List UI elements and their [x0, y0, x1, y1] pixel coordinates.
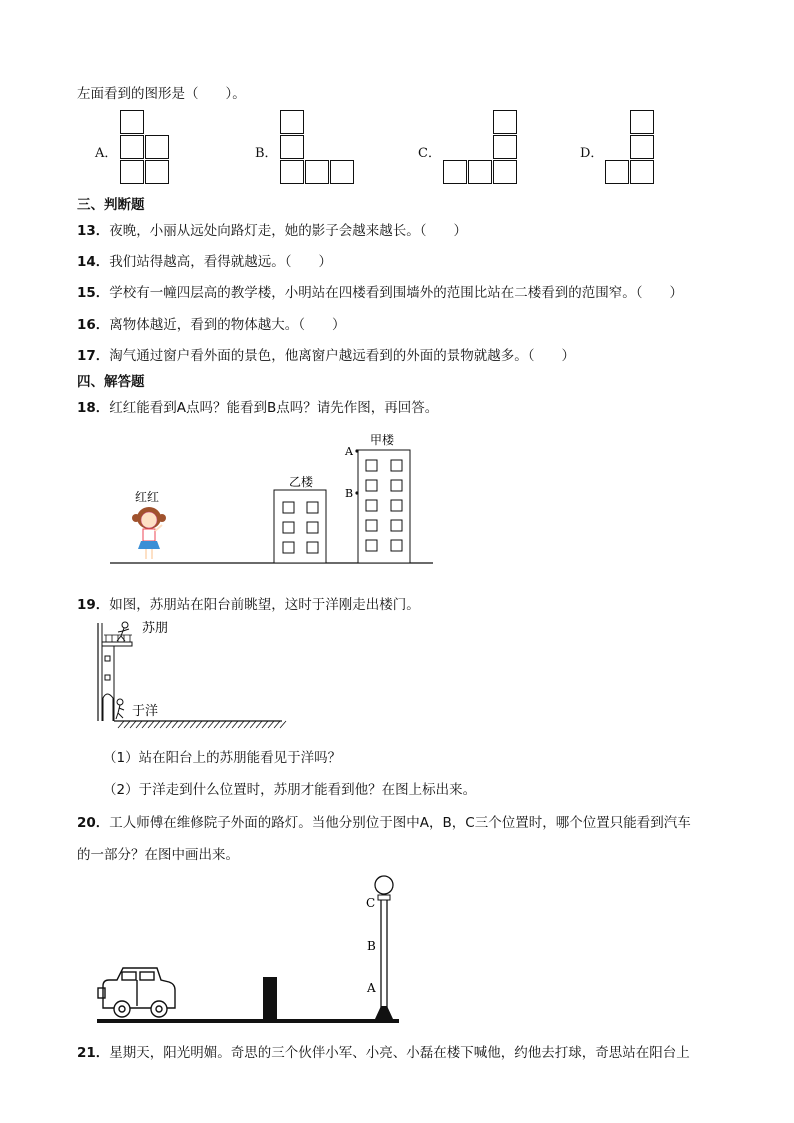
- option-a-figure: [120, 110, 170, 185]
- question-20-line2: 的一部分？在图中画出来。: [77, 847, 239, 863]
- yu-yang-label: 于洋: [132, 704, 159, 719]
- question-15: 15．学校有一幢四层高的教学楼，小明站在四楼看到围墙外的范围比站在二楼看到的范围窄。（ ）: [77, 285, 684, 301]
- option-d-label: D．: [580, 146, 604, 161]
- point-c-label: C: [366, 896, 376, 910]
- section-3-heading: 三、判断题: [77, 197, 145, 213]
- building-yi-label: 乙楼: [289, 475, 314, 489]
- section-4-heading: 四、解答题: [77, 374, 145, 390]
- point-b-label: B: [367, 939, 376, 953]
- question-19-sub1: （1）站在阳台上的苏朋能看见于洋吗？: [103, 750, 342, 766]
- option-a-label: A．: [95, 146, 118, 161]
- point-a-label: A: [345, 445, 353, 458]
- building-jia-label: 甲楼: [370, 433, 395, 447]
- option-d-figure: [605, 110, 655, 185]
- question-19-sub2: （2）于洋走到什么位置时，苏朋才能看到他？在图上标出来。: [103, 782, 477, 798]
- question-14: 14．我们站得越高，看得就越远。（ ）: [77, 254, 333, 270]
- q12-text: 左面看到的图形是（ ）。: [77, 86, 246, 102]
- q18-figure: [100, 425, 440, 570]
- question-16: 16．离物体越近，看到的物体越大。（ ）: [77, 317, 346, 333]
- option-b-figure: [280, 110, 355, 185]
- car-figure: [98, 968, 175, 1017]
- girl-honghong-figure: [132, 507, 166, 559]
- point-b-label: B: [345, 487, 354, 500]
- q19-figure: [90, 618, 290, 733]
- option-c-label: C．: [418, 146, 441, 161]
- lamp-head: [375, 876, 393, 894]
- su-peng-label: 苏朋: [142, 621, 169, 636]
- q20-figure: [95, 868, 405, 1028]
- girl-label: 红红: [135, 490, 160, 504]
- option-b-label: B．: [255, 146, 278, 161]
- question-19: 19．如图，苏朋站在阳台前眺望，这时于洋刚走出楼门。: [77, 597, 420, 613]
- question-20-line1: 20．工人师傅在维修院子外面的路灯。当他分别位于图中A，B，C三个位置时，哪个位置只能看到汽车: [77, 815, 691, 831]
- question-18: 18．红红能看到A点吗？能看到B点吗？请先作图，再回答。: [77, 400, 439, 416]
- option-c-figure: [443, 110, 518, 185]
- question-21: 21．星期天，阳光明媚。奇思的三个伙伴小军、小亮、小磊在楼下喊他，约他去打球，奇思站在阳台上: [77, 1045, 690, 1061]
- wall-block: [263, 977, 277, 1019]
- question-13: 13．夜晚，小丽从远处向路灯走，她的影子会越来越长。（ ）: [77, 223, 468, 239]
- point-a-label: A: [367, 981, 376, 995]
- question-17: 17．淘气通过窗户看外面的景色，他离窗户越远看到的外面的景物就越多。（ ）: [77, 348, 576, 364]
